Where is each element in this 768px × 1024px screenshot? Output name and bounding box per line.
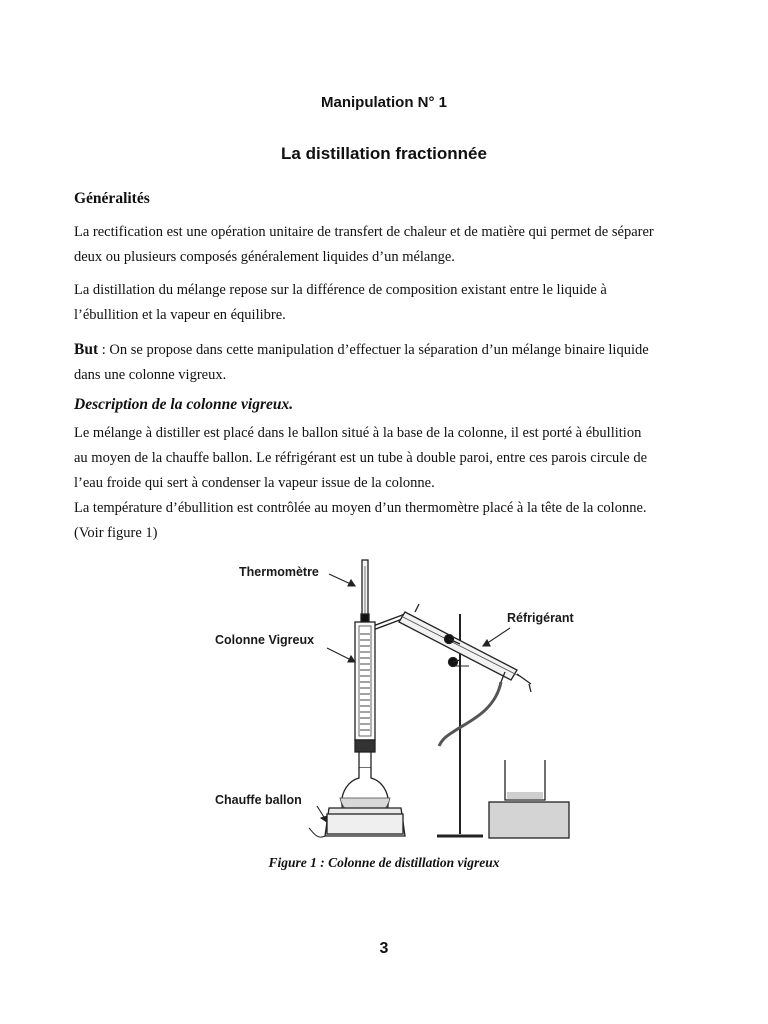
heating-mantle-icon [309, 808, 405, 837]
thermometer-icon [361, 560, 369, 622]
text-line: La rectification est une opération unitaire de transfert de chaleur et de matière qui permet de séparer [74, 224, 654, 240]
page-title: La distillation fractionnée [281, 144, 487, 163]
text-line: Le mélange à distiller est placé dans le ballon situé à la base de la colonne, il est porté à ébullition [74, 425, 642, 441]
manipulation-title: Manipulation N° 1 [321, 94, 447, 111]
text-line: La distillation du mélange repose sur la différence de composition existant entre le liquide à [74, 282, 607, 298]
figure-label-thermometre: Thermomètre [239, 565, 319, 579]
paragraph-description [74, 421, 698, 546]
figure-caption: Figure 1 : Colonne de distillation vigreux [268, 855, 500, 870]
paragraph-distillation [74, 278, 698, 328]
distillation-apparatus-figure [205, 552, 575, 847]
text-line: l’ébullition et la vapeur en équilibre. [74, 307, 286, 323]
beaker-icon [505, 760, 545, 800]
figure-label-colonne-vigreux: Colonne Vigreux [215, 633, 315, 647]
vigreux-column-icon [355, 622, 375, 740]
but-text: : On se propose dans cette manipulation d’effectuer la séparation d’un mélange binaire liquide [98, 342, 649, 358]
text-line: dans une colonne vigreux. [74, 367, 227, 383]
text-line: La température d’ébullition est contrôlée au moyen d’un thermomètre placé à la tête de la colonne. [74, 500, 647, 516]
text-line: (Voir figure 1) [74, 525, 158, 541]
label-arrows [317, 574, 510, 822]
text-line: deux ou plusieurs composés généralement liquides d’un mélange. [74, 249, 455, 265]
but-label: But [74, 341, 99, 358]
paragraph-but [74, 337, 698, 388]
section-heading-description: Description de la colonne vigreux. [74, 396, 294, 413]
text-line: l’eau froide qui sert à condenser la vapeur issue de la colonne. [74, 475, 435, 491]
page-number: 3 [379, 940, 389, 957]
figure-label-chauffe-ballon: Chauffe ballon [215, 793, 302, 807]
text-line [74, 337, 698, 363]
section-heading-generalites: Généralités [74, 190, 150, 207]
figure-label-refrigerant: Réfrigérant [507, 611, 574, 625]
paragraph-rectification [74, 220, 698, 270]
support-block-icon [489, 802, 569, 838]
water-tube-icon [439, 682, 501, 746]
text-line: au moyen de la chauffe ballon. Le réfrigérant est un tube à double paroi, entre ces parois circule de [74, 450, 648, 466]
